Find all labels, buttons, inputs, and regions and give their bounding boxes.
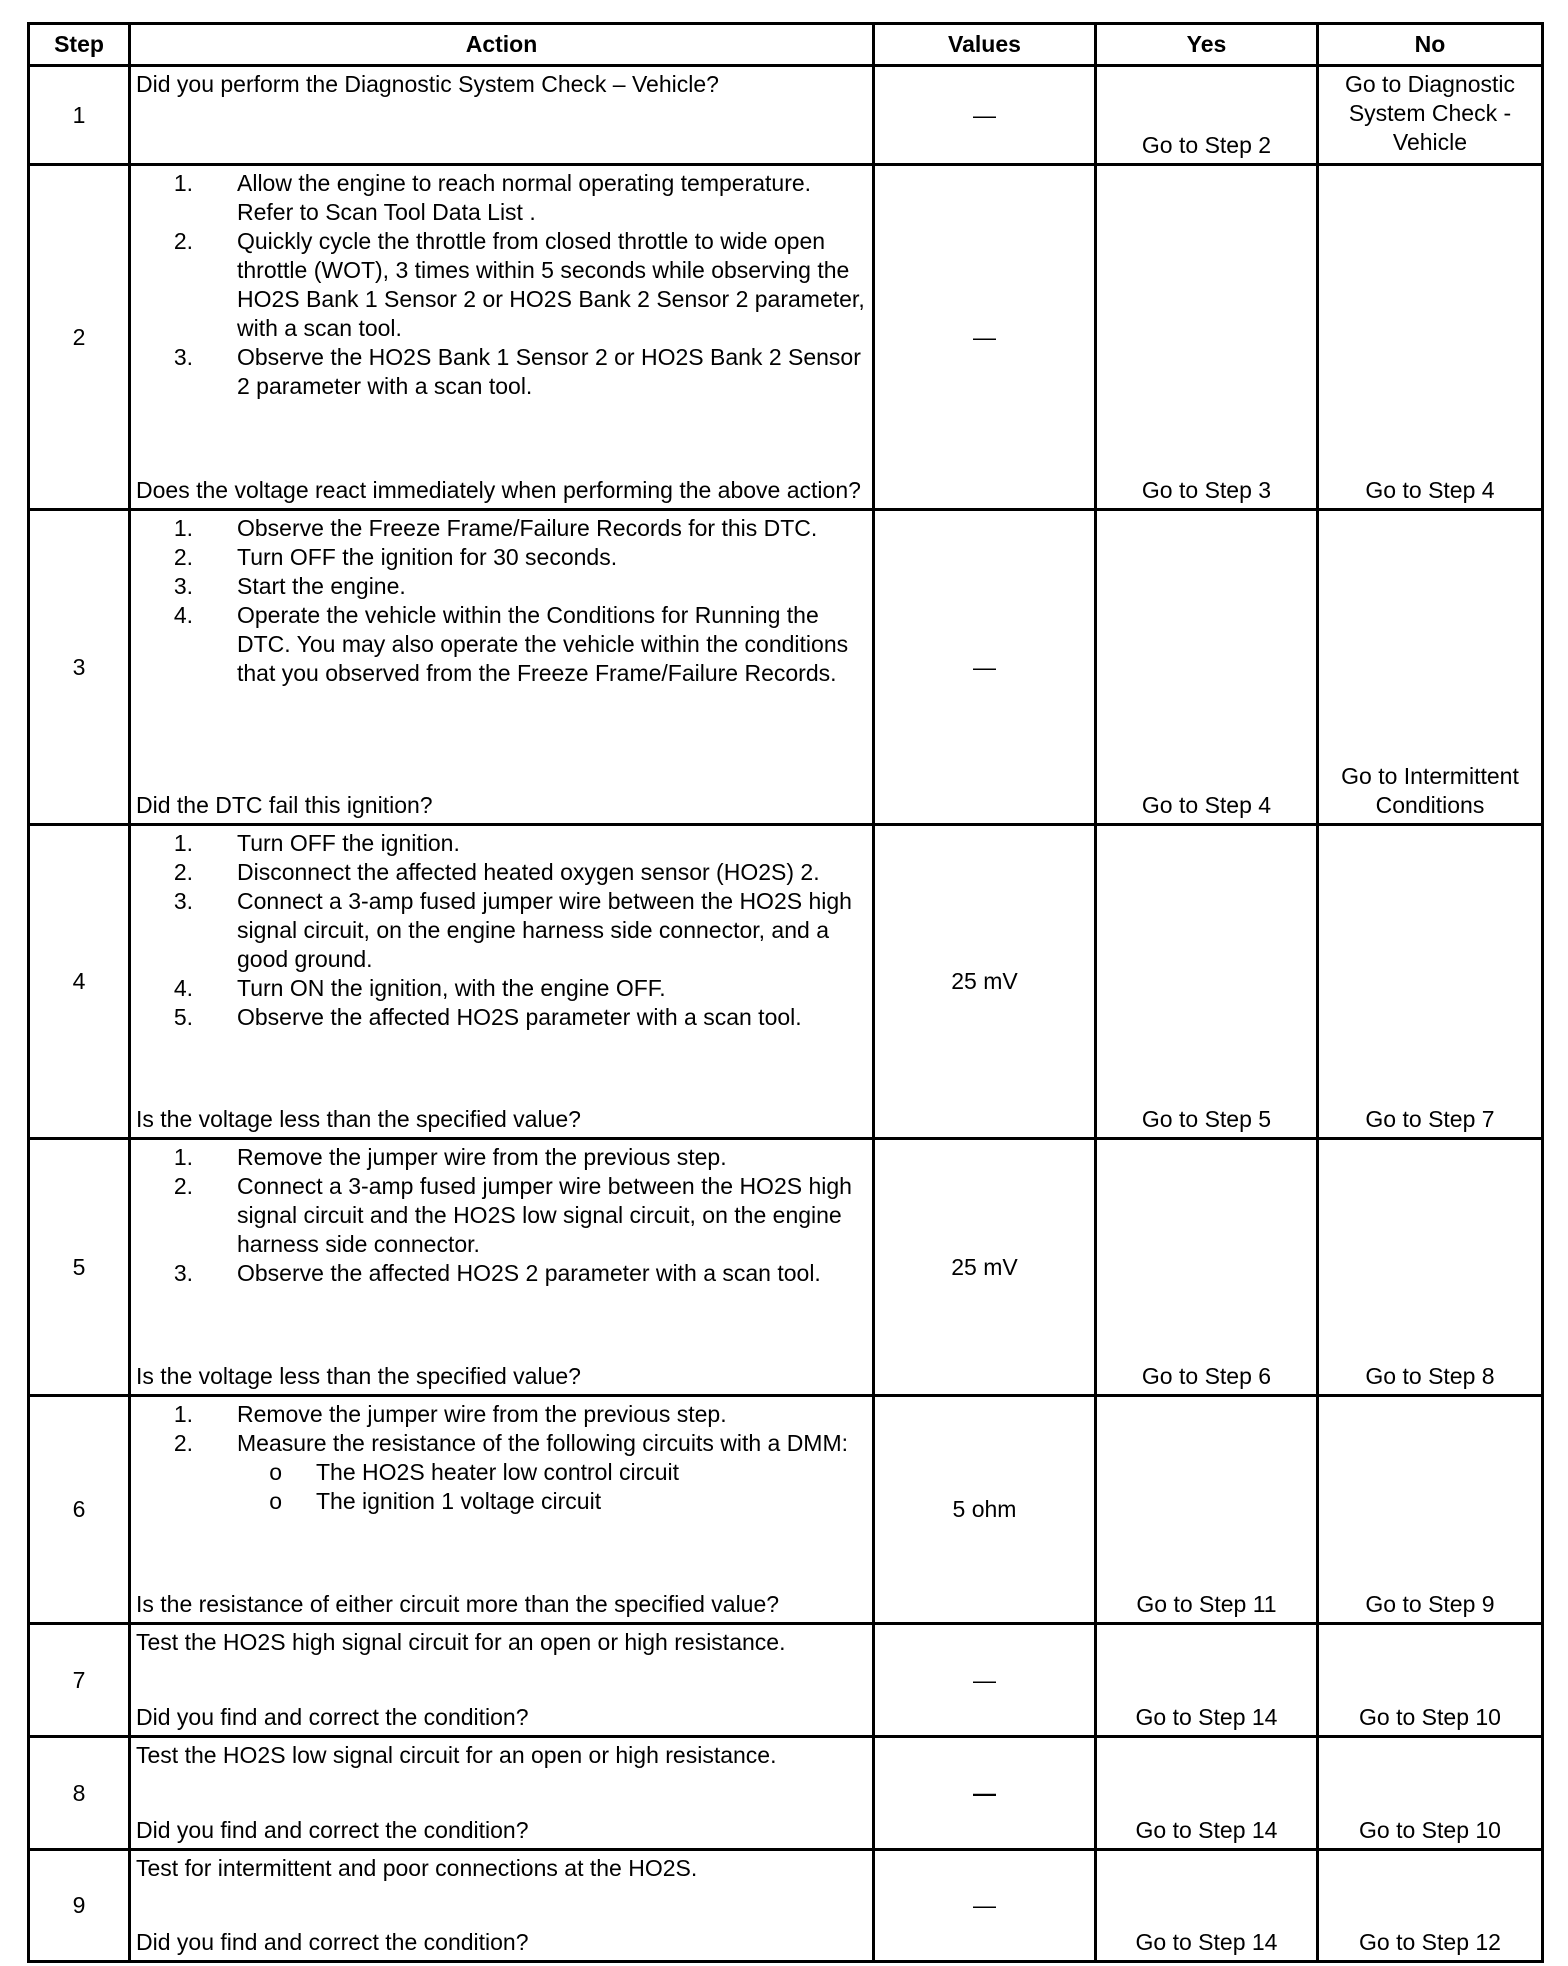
action-question: Is the voltage less than the specified value?	[136, 1363, 581, 1389]
action-cell	[130, 1396, 874, 1624]
no-link[interactable]: Go to Step 12	[1318, 1850, 1543, 1962]
yes-link[interactable]: Go to Step 14	[1096, 1624, 1318, 1737]
value-cell: —	[874, 1737, 1096, 1850]
no-link[interactable]: Go to Intermittent Conditions	[1318, 510, 1543, 825]
step-number: 5	[29, 1139, 130, 1396]
header-yes: Yes	[1096, 24, 1318, 66]
yes-link[interactable]: Go to Step 14	[1096, 1850, 1318, 1962]
no-link[interactable]: Go to Diagnostic System Check - Vehicle	[1318, 66, 1543, 165]
action-question: Did you find and correct the condition?	[136, 1704, 529, 1730]
no-link[interactable]: Go to Step 7	[1318, 825, 1543, 1139]
list-item: o The HO2S heater low control circuit	[269, 1459, 680, 1485]
value-cell: 5 ohm	[874, 1396, 1096, 1624]
action-subitems	[136, 1458, 866, 1516]
step-number: 3	[29, 510, 130, 825]
header-values: Values	[874, 24, 1096, 66]
no-link[interactable]: Go to Step 10	[1318, 1624, 1543, 1737]
action-cell	[130, 165, 874, 510]
list-item: 4. Operate the vehicle within the Conditions for Running the DTC. You may also operate the vehicle within the conditions that you observed from the Freeze Frame/Failure Records.	[173, 602, 849, 686]
table-row	[29, 66, 1543, 165]
header-no: No	[1318, 24, 1543, 66]
yes-link[interactable]: Go to Step 6	[1096, 1139, 1318, 1396]
action-steps	[136, 829, 866, 1032]
diagnostic-table	[27, 22, 1544, 1963]
list-item: 2. Quickly cycle the throttle from closed throttle to wide open throttle (WOT), 3 times within 5 seconds while observing the HO2S Bank 1 Sensor 2 or HO2S Bank 2 Sensor 2 parameter, with a scan tool.	[173, 228, 865, 341]
action-question: Does the voltage react immediately when performing the above action?	[136, 477, 861, 503]
value-cell: 25 mV	[874, 1139, 1096, 1396]
yes-link[interactable]: Go to Step 4	[1096, 510, 1318, 825]
yes-link[interactable]: Go to Step 11	[1096, 1396, 1318, 1624]
list-item: 3. Observe the affected HO2S 2 parameter with a scan tool.	[173, 1260, 821, 1286]
list-item: 3. Connect a 3-amp fused jumper wire between the HO2S high signal circuit, on the engine harness side connector, and a good ground.	[173, 888, 852, 972]
list-item: 1. Remove the jumper wire from the previous step.	[173, 1144, 727, 1170]
step-number: 9	[29, 1850, 130, 1962]
list-item: 3. Start the engine.	[173, 573, 406, 599]
value-cell: —	[874, 66, 1096, 165]
action-cell	[130, 66, 874, 165]
list-item: 2. Connect a 3-amp fused jumper wire between the HO2S high signal circuit and the HO2S low signal circuit, on the engine harness side connector.	[173, 1173, 852, 1257]
table-row	[29, 1624, 1543, 1737]
no-link[interactable]: Go to Step 10	[1318, 1737, 1543, 1850]
list-item: 1. Allow the engine to reach normal operating temperature. Refer to Scan Tool Data List .	[173, 170, 812, 225]
action-cell	[130, 1624, 874, 1737]
table-row	[29, 165, 1543, 510]
list-item: 2. Disconnect the affected heated oxygen sensor (HO2S) 2.	[173, 859, 820, 885]
value-cell: —	[874, 1850, 1096, 1962]
action-cell	[130, 1737, 874, 1850]
list-item: 1. Remove the jumper wire from the previous step.	[173, 1401, 727, 1427]
list-item: o The ignition 1 voltage circuit	[269, 1488, 602, 1514]
yes-link[interactable]: Go to Step 2	[1096, 66, 1318, 165]
step-number: 6	[29, 1396, 130, 1624]
step-number: 2	[29, 165, 130, 510]
action-cell	[130, 1850, 874, 1962]
value-cell: 25 mV	[874, 825, 1096, 1139]
no-link[interactable]: Go to Step 9	[1318, 1396, 1543, 1624]
value-cell: —	[874, 1624, 1096, 1737]
no-link[interactable]: Go to Step 8	[1318, 1139, 1543, 1396]
table-row	[29, 825, 1543, 1139]
action-intro: Test the HO2S high signal circuit for an open or high resistance.	[136, 1629, 786, 1655]
step-number: 1	[29, 66, 130, 165]
table-row	[29, 1396, 1543, 1624]
header-action: Action	[130, 24, 874, 66]
header-step: Step	[29, 24, 130, 66]
action-steps	[136, 1143, 866, 1288]
action-cell	[130, 1139, 874, 1396]
step-number: 7	[29, 1624, 130, 1737]
action-steps	[136, 1400, 866, 1458]
list-item: 2. Turn OFF the ignition for 30 seconds.	[173, 544, 618, 570]
list-item: 5. Observe the affected HO2S parameter with a scan tool.	[173, 1004, 802, 1030]
table-row	[29, 1139, 1543, 1396]
value-cell: —	[874, 165, 1096, 510]
list-item: 2. Measure the resistance of the following circuits with a DMM:	[173, 1430, 849, 1456]
action-question: Is the voltage less than the specified value?	[136, 1106, 581, 1132]
action-steps	[136, 169, 866, 401]
action-question: Did the DTC fail this ignition?	[136, 792, 433, 818]
value-cell: —	[874, 510, 1096, 825]
action-intro: Test the HO2S low signal circuit for an open or high resistance.	[136, 1742, 777, 1768]
step-number: 4	[29, 825, 130, 1139]
list-item: 1. Observe the Freeze Frame/Failure Records for this DTC.	[173, 515, 818, 541]
action-intro: Test for intermittent and poor connections at the HO2S.	[136, 1855, 698, 1881]
table-row	[29, 1850, 1543, 1962]
action-question: Did you find and correct the condition?	[136, 1929, 529, 1955]
header-row	[29, 24, 1543, 66]
action-cell	[130, 825, 874, 1139]
yes-link[interactable]: Go to Step 14	[1096, 1737, 1318, 1850]
step-number: 8	[29, 1737, 130, 1850]
no-link[interactable]: Go to Step 4	[1318, 165, 1543, 510]
action-intro: Did you perform the Diagnostic System Check – Vehicle?	[136, 71, 719, 97]
list-item: 3. Observe the HO2S Bank 1 Sensor 2 or HO2S Bank 2 Sensor 2 parameter with a scan tool.	[173, 344, 861, 399]
list-item: 4. Turn ON the ignition, with the engine OFF.	[173, 975, 666, 1001]
action-steps	[136, 514, 866, 688]
action-cell	[130, 510, 874, 825]
yes-link[interactable]: Go to Step 3	[1096, 165, 1318, 510]
table-row	[29, 1737, 1543, 1850]
action-question: Did you find and correct the condition?	[136, 1817, 529, 1843]
yes-link[interactable]: Go to Step 5	[1096, 825, 1318, 1139]
action-question: Is the resistance of either circuit more than the specified value?	[136, 1591, 780, 1617]
table-row	[29, 510, 1543, 825]
list-item: 1. Turn OFF the ignition.	[173, 830, 460, 856]
